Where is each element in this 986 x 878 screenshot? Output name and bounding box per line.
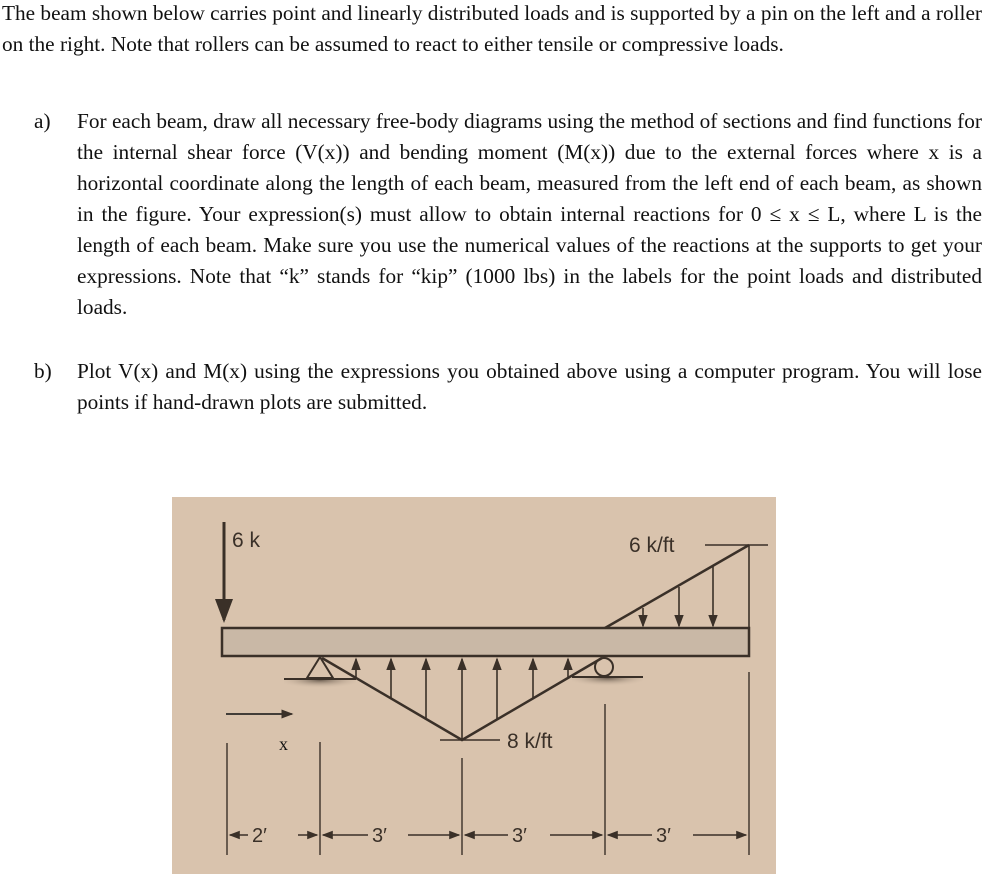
point-load-label: 6 k [232,529,261,552]
dim-label-3: 3′ [512,825,527,847]
dim-label-2: 3′ [372,825,387,847]
part-a-label: a) [34,109,51,133]
part-a-text: For each beam, draw all necessary free-body diagrams using the method of sections and find functions for the internal shear force (V(x)) and bending moment (M(x)) due to the external forces where x is a horizontal coordinate along the length of each beam, measured from the left end of each beam, as shown in the figure. Your expression(s) must allow to obtain internal reactions for 0 ≤ x ≤ L, where L is the length of each beam. Make sure you use the numerical values of the reactions at the supports to get your expressions. Note that “k” stands for “kip” (1000 lbs) in the labels for the point loads and distributed loads. [77,109,982,319]
photo-background [172,497,776,874]
dim-label-4: 3′ [656,825,671,847]
right-load-label: 6 k/ft [629,534,675,557]
x-axis-label: x [279,734,288,754]
dim-label-1: 2′ [252,825,267,847]
part-b-text: Plot V(x) and M(x) using the expressions you obtained above using a computer program. You will lose points if hand-drawn plots are submitted. [77,359,982,414]
beam-diagram [172,497,776,874]
problem-intro: The beam shown below carries point and linearly distributed loads and is supported by a pin on the left and a roller on the right. Note that rollers can be assumed to react to either tensile or compressive loads. [2,1,982,56]
part-b-label: b) [34,359,52,383]
beam [222,628,749,656]
bottom-load-label: 8 k/ft [507,730,553,753]
